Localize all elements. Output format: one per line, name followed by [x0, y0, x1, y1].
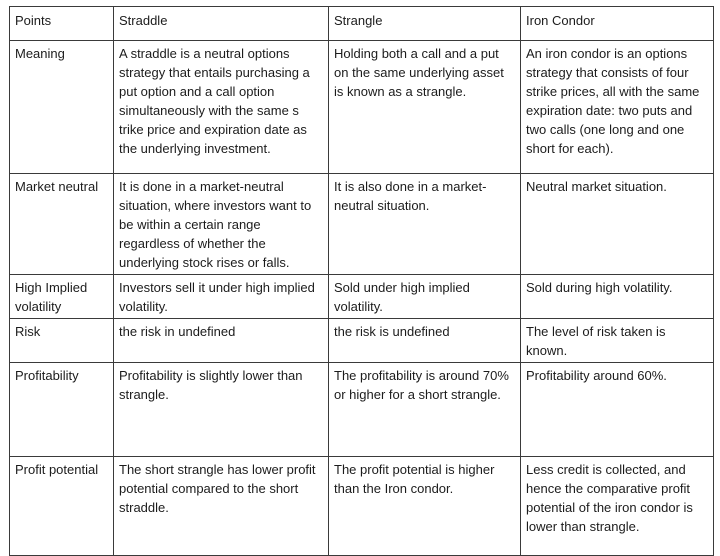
straddle-cell: the risk in undefined	[114, 319, 329, 363]
point-cell: Risk	[10, 319, 114, 363]
iron-condor-cell: Less credit is collected, and hence the comparative profit potential of the iron condor is lower than strangle.	[521, 457, 714, 556]
table-row-risk	[10, 319, 714, 363]
straddle-cell: Profitability is slightly lower than strangle.	[114, 363, 329, 457]
header-strangle: Strangle	[329, 7, 521, 41]
point-cell: Market neutral	[10, 174, 114, 275]
straddle-cell: A straddle is a neutral options strategy that entails purchasing a put option and a call option simultaneously with the same s trike price and expiration date as the underlying investment.	[114, 41, 329, 174]
straddle-cell: It is done in a market-neutral situation, where investors want to be within a certain range regardless of whether the underlying stock rises or falls.	[114, 174, 329, 275]
header-iron-condor: Iron Condor	[521, 7, 714, 41]
strangle-cell: the risk is undefined	[329, 319, 521, 363]
comparison-table	[9, 6, 714, 556]
iron-condor-cell: The level of risk taken is known.	[521, 319, 714, 363]
table-row-market-neutral	[10, 174, 714, 275]
header-row	[10, 7, 714, 41]
point-cell: High Implied volatility	[10, 275, 114, 319]
iron-condor-cell: Sold during high volatility.	[521, 275, 714, 319]
table-row-meaning	[10, 41, 714, 174]
strangle-cell: The profitability is around 70% or higher for a short strangle.	[329, 363, 521, 457]
strangle-cell: Sold under high implied volatility.	[329, 275, 521, 319]
table-row-profitability	[10, 363, 714, 457]
table-row-high-implied-volatility	[10, 275, 714, 319]
point-cell: Profit potential	[10, 457, 114, 556]
iron-condor-cell: Profitability around 60%.	[521, 363, 714, 457]
header-straddle: Straddle	[114, 7, 329, 41]
strangle-cell: It is also done in a market-neutral situation.	[329, 174, 521, 275]
strangle-cell: Holding both a call and a put on the same underlying asset is known as a strangle.	[329, 41, 521, 174]
straddle-cell: Investors sell it under high implied volatility.	[114, 275, 329, 319]
point-cell: Profitability	[10, 363, 114, 457]
header-points: Points	[10, 7, 114, 41]
iron-condor-cell: An iron condor is an options strategy that consists of four strike prices, all with the same expiration date: two puts and two calls (one long and one short for each).	[521, 41, 714, 174]
point-cell: Meaning	[10, 41, 114, 174]
straddle-cell: The short strangle has lower profit potential compared to the short straddle.	[114, 457, 329, 556]
strangle-cell: The profit potential is higher than the Iron condor.	[329, 457, 521, 556]
table-row-profit-potential	[10, 457, 714, 556]
iron-condor-cell: Neutral market situation.	[521, 174, 714, 275]
